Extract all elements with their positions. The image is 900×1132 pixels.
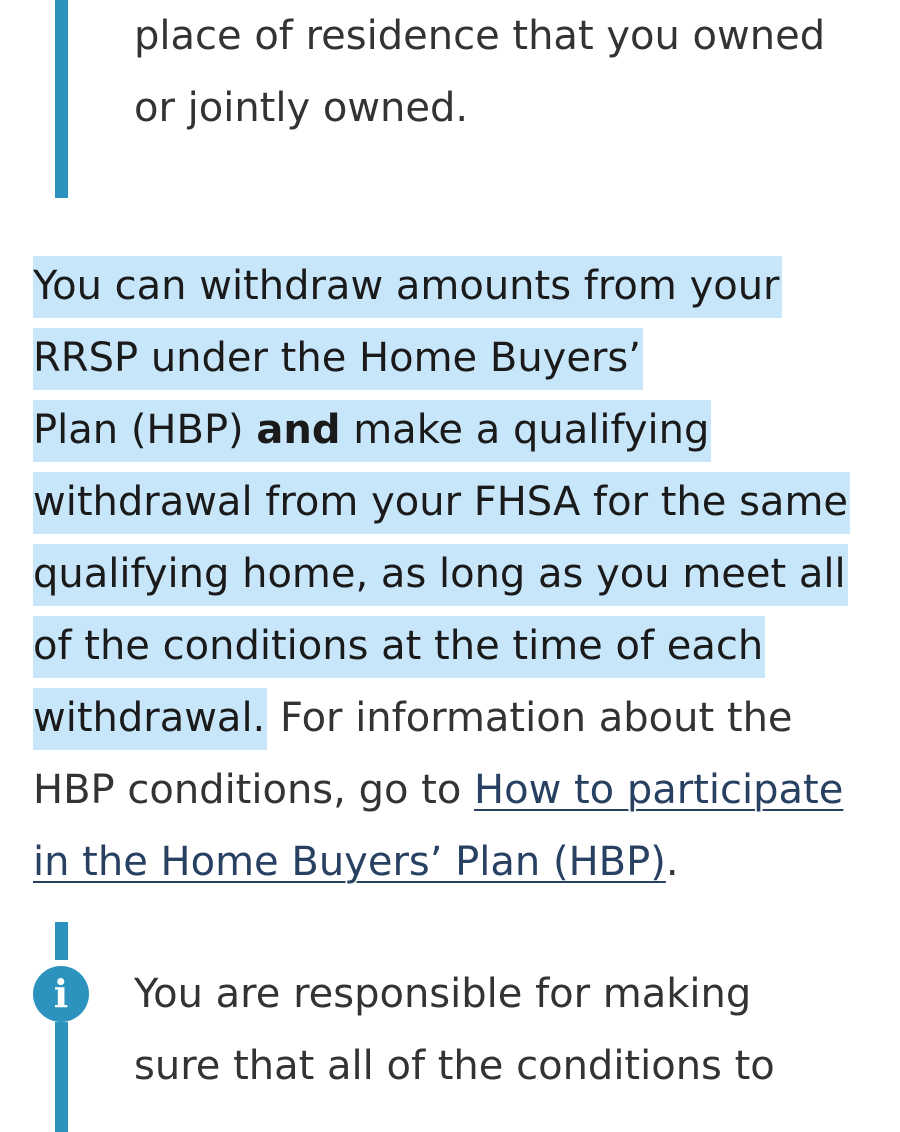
paragraph-line — [33, 466, 893, 538]
emphasis-and: and — [256, 407, 341, 453]
paragraph-line — [33, 538, 893, 610]
callout-line: sure that all of the conditions to — [134, 1043, 775, 1089]
info-icon: i — [33, 966, 89, 1022]
selected-text: Plan (HBP) — [33, 407, 257, 453]
paragraph-line — [33, 682, 893, 754]
hbp-fhsa-paragraph — [33, 250, 893, 898]
paragraph-line — [33, 826, 893, 898]
text-selection-highlight[interactable]: RRSP under the Home Buyers’ — [33, 328, 643, 390]
text-selection-highlight[interactable]: You can withdraw amounts from your — [33, 256, 782, 318]
text-selection-highlight[interactable] — [33, 400, 711, 462]
callout-text — [134, 0, 825, 144]
paragraph-text: HBP conditions, go to — [33, 767, 475, 813]
hbp-participation-link[interactable]: in the Home Buyers’ Plan (HBP) — [33, 839, 666, 885]
callout-line: or jointly owned. — [134, 85, 469, 131]
paragraph-text: For information about the — [267, 695, 793, 741]
paragraph-line — [33, 394, 893, 466]
text-selection-highlight[interactable]: qualifying home, as long as you meet all — [33, 544, 848, 606]
selected-text: make a qualifying — [340, 407, 710, 453]
paragraph-line — [33, 754, 893, 826]
paragraph-line — [33, 322, 893, 394]
hbp-participation-link[interactable]: How to participate — [474, 767, 844, 813]
callout-accent-bar — [55, 0, 68, 198]
paragraph-line — [33, 610, 893, 682]
paragraph-text: . — [665, 839, 679, 885]
callout-text — [134, 958, 775, 1102]
text-selection-highlight[interactable]: withdrawal from your FHSA for the same — [33, 472, 850, 534]
info-callout — [0, 922, 900, 1121]
callout-accent-bar — [55, 922, 68, 960]
text-selection-highlight[interactable]: of the conditions at the time of each — [33, 616, 765, 678]
callout-accent-bar — [55, 1022, 68, 1132]
top-callout — [0, 0, 900, 200]
text-selection-highlight[interactable]: withdrawal. — [33, 688, 267, 750]
callout-line: place of residence that you owned — [134, 13, 826, 59]
paragraph-line — [33, 250, 893, 322]
callout-line: You are responsible for making — [134, 971, 752, 1017]
